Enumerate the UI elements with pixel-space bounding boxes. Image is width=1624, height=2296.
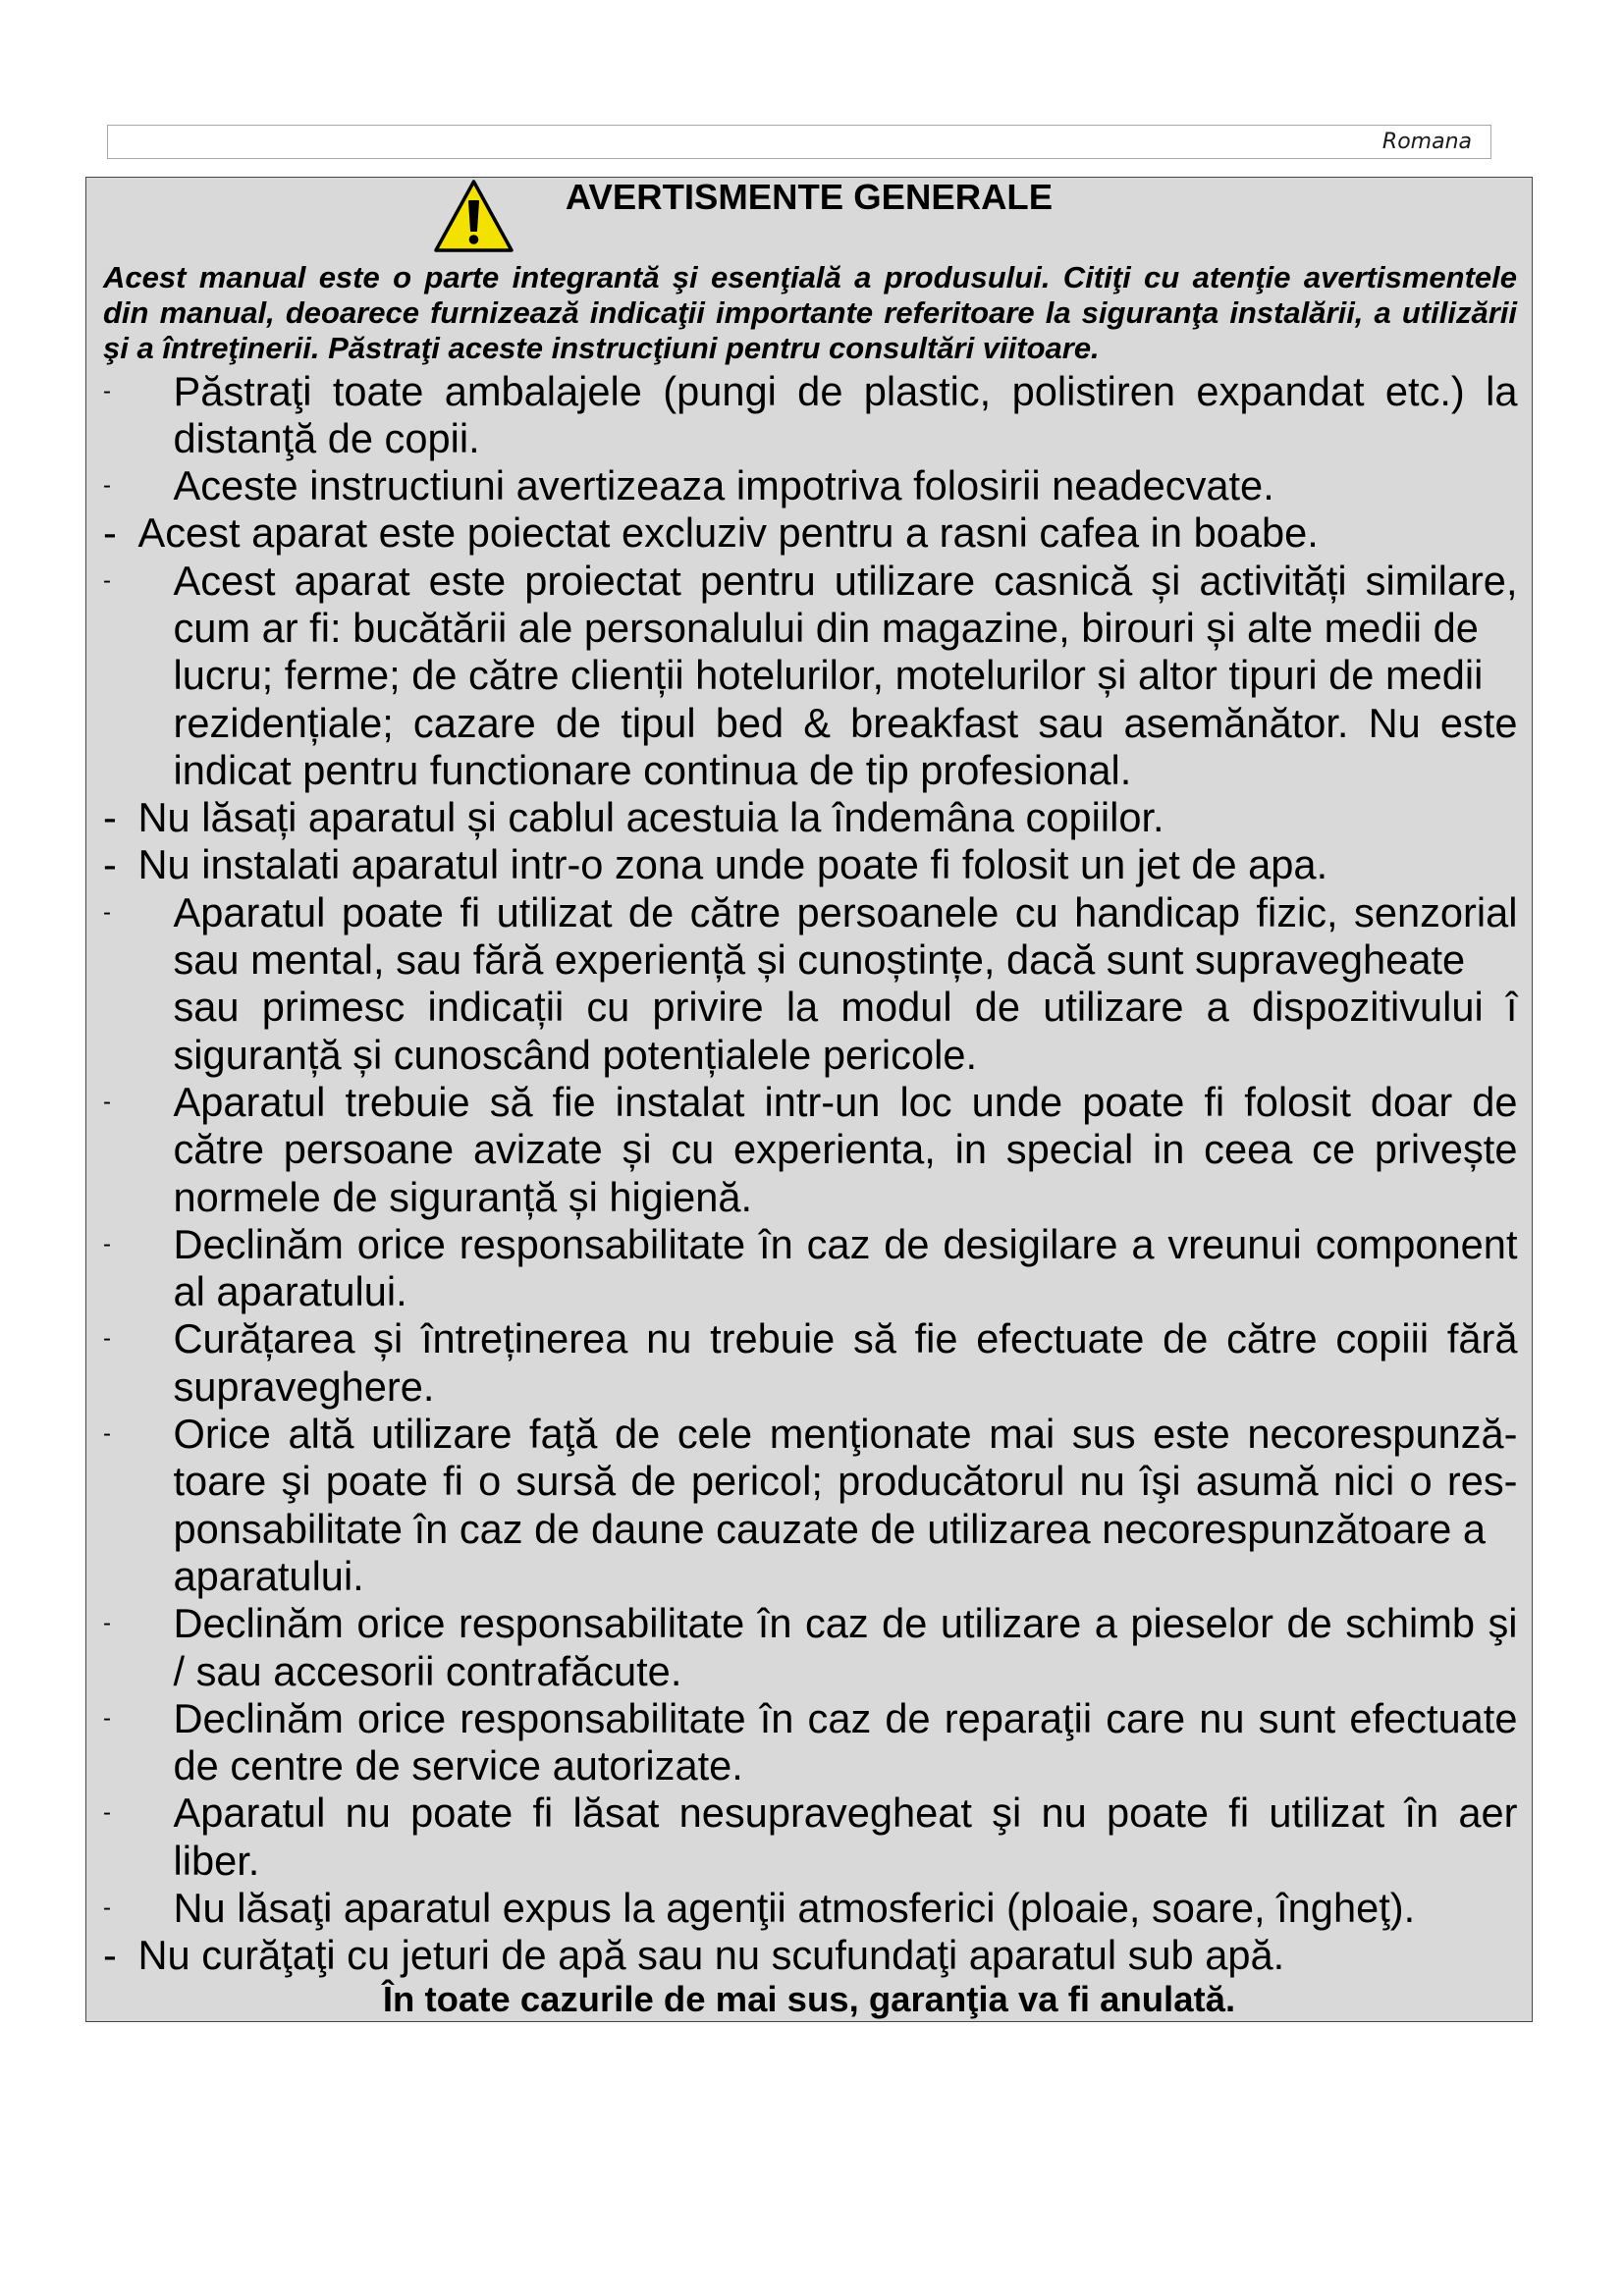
warning-item: [86, 889, 1532, 1079]
list-dash: -: [103, 794, 117, 841]
warning-line: Nu lăsaţi aparatul expus la agenţii atmosferici (ploaie, soare, îngheţ).: [173, 1885, 1416, 1931]
warning-text: [174, 1600, 1518, 1695]
warning-text: [174, 1079, 1518, 1221]
warning-text: [174, 462, 1518, 509]
list-dash: -: [103, 1325, 111, 1353]
warning-line: / sau accesorii contrafăcute.: [173, 1647, 682, 1694]
list-dash: -: [103, 566, 111, 594]
warranty-note: În toate cazurile de mai sus, garanţia va fi anulată.: [382, 1979, 1236, 2019]
warning-text: [138, 509, 1518, 557]
list-dash: -: [103, 898, 111, 926]
warning-item: [86, 1695, 1532, 1790]
warning-line: Acest aparat este poiectat excluziv pentru a rasni cafea in boabe.: [137, 509, 1319, 557]
list-dash: -: [103, 1610, 111, 1637]
warning-text: [138, 841, 1518, 888]
list-dash: -: [103, 472, 111, 500]
warning-item: [86, 841, 1532, 888]
warning-line: normele de siguranță și higienă.: [173, 1173, 753, 1220]
intro-line: şi a întreţinerii. Păstraţi aceste instrucţiuni pentru consultări viitoare.: [103, 331, 1100, 365]
warning-line: Nu lăsați aparatul și cablul acestuia la îndemâna copiilor.: [137, 794, 1164, 841]
warning-line: Aparatul trebuie să fie instalat intr-un loc unde poate fi folosit doar de: [173, 1078, 1518, 1125]
list-dash: -: [103, 1932, 117, 1979]
list-dash: -: [103, 1799, 111, 1827]
warning-item: [86, 1932, 1532, 1979]
warning-item: [86, 1315, 1532, 1411]
general-warnings-panel: [85, 177, 1533, 2022]
warning-item: [86, 794, 1532, 841]
warning-line: ponsabilitate în caz de daune cauzate de utilizarea necorespunzătoare a: [173, 1505, 1487, 1552]
warning-line: liber.: [173, 1837, 260, 1884]
section-title: AVERTISMENTE GENERALE: [565, 177, 1054, 217]
warning-text: [174, 1315, 1518, 1411]
warning-line: Acest aparat este proiectat pentru utilizare casnică și activități similare,: [173, 557, 1518, 604]
language-label: Romana: [1381, 130, 1472, 154]
warning-line: cum ar fi: bucătării ale personalului din magazine, birouri și alte medii de: [173, 604, 1479, 651]
warning-line: aparatului.: [173, 1552, 364, 1599]
warning-item: [86, 368, 1532, 463]
warning-item: [86, 1885, 1532, 1932]
list-dash: -: [103, 377, 111, 404]
warning-text: [174, 1411, 1518, 1600]
warning-line: lucru; ferme; de către clienții hotelurilor, motelurilor și altor tipuri de medii: [173, 652, 1484, 699]
list-dash: -: [103, 1704, 111, 1732]
list-dash: -: [103, 1230, 111, 1257]
warning-line: distanţă de copii.: [173, 414, 480, 461]
warning-line: Nu curăţaţi cu jeturi de apă sau nu scufundaţi aparatul sub apă.: [137, 1932, 1285, 1979]
warning-item: [86, 509, 1532, 557]
warning-item: [86, 1221, 1532, 1316]
warning-line: Declinăm orice responsabilitate în caz de utilizare a pieselor de schimb şi: [173, 1600, 1518, 1647]
intro-line: din manual, deoarece furnizează indicaţii importante referitoare la siguranţa instalării, a utilizării: [103, 295, 1517, 330]
warning-text: [174, 1789, 1518, 1885]
warning-text: [174, 1695, 1518, 1790]
warning-line: Nu instalati aparatul intr-o zona unde poate fi folosit un jet de apa.: [137, 841, 1328, 888]
warning-item: [86, 1079, 1532, 1221]
intro-paragraph: [103, 260, 1517, 366]
list-dash: -: [103, 1420, 111, 1448]
warning-line: siguranță și cunoscând potențialele pericole.: [173, 1031, 978, 1078]
page-header: [107, 125, 1491, 159]
warning-list: [86, 368, 1532, 1980]
warning-text: [174, 558, 1518, 794]
warning-line: al aparatului.: [173, 1268, 407, 1315]
warning-line: Păstraţi toate ambalajele (pungi de plastic, polistiren expandat etc.) la: [173, 367, 1518, 414]
list-dash: -: [103, 509, 117, 557]
warning-line: Aparatul poate fi utilizat de către persoanele cu handicap fizic, senzorial: [173, 888, 1518, 935]
warning-text: [174, 368, 1518, 463]
warning-line: toare şi poate fi o sursă de pericol; producătorul nu îşi asumă nici o res-: [173, 1458, 1518, 1505]
intro-line: Acest manual este o parte integrantă şi esenţială a produsului. Citiţi cu atenţie avertismentele: [103, 260, 1517, 294]
warning-line: indicat pentru functionare continua de tip profesional.: [173, 746, 1132, 793]
warning-text: [138, 1932, 1518, 1979]
warning-text: [174, 889, 1518, 1079]
warning-line: supraveghere.: [173, 1362, 435, 1410]
warning-line: Declinăm orice responsabilitate în caz de reparaţii care nu sunt efectuate: [173, 1694, 1518, 1741]
list-dash: -: [103, 1088, 111, 1115]
warning-line: Curățarea și întreținerea nu trebuie să fie efectuate de către copiii fără: [173, 1315, 1518, 1362]
warning-item: [86, 1600, 1532, 1695]
warning-item: [86, 462, 1532, 509]
warning-text: [174, 1221, 1518, 1316]
list-dash: -: [103, 841, 117, 888]
warning-line: către persoane avizate și cu experienta, in special in ceea ce privește: [173, 1126, 1518, 1173]
warning-item: [86, 1789, 1532, 1885]
warning-line: Aceste instructiuni avertizeaza impotriva folosirii neadecvate.: [173, 462, 1274, 509]
warning-line: rezidențiale; cazare de tipul bed & breakfast sau asemănător. Nu este: [173, 699, 1518, 746]
warning-line: sau primesc indicații cu privire la modul de utilizare a dispozitivului î: [173, 984, 1518, 1031]
warning-line: Aparatul nu poate fi lăsat nesupravegheat şi nu poate fi utilizat în aer: [173, 1789, 1518, 1837]
warning-text: [174, 1885, 1518, 1932]
warning-line: Declinăm orice responsabilitate în caz de desigilare a vreunui component: [173, 1220, 1518, 1267]
warning-line: de centre de service autorizate.: [173, 1742, 743, 1789]
warning-item: [86, 558, 1532, 794]
warning-item: [86, 1411, 1532, 1600]
warning-line: sau mental, sau fără experiență și cunoștințe, dacă sunt supravegheate: [173, 936, 1466, 984]
warning-line: Orice altă utilizare faţă de cele menţionate mai sus este necorespunză-: [173, 1411, 1518, 1458]
list-dash: -: [103, 1895, 111, 1921]
warning-text: [138, 794, 1518, 841]
